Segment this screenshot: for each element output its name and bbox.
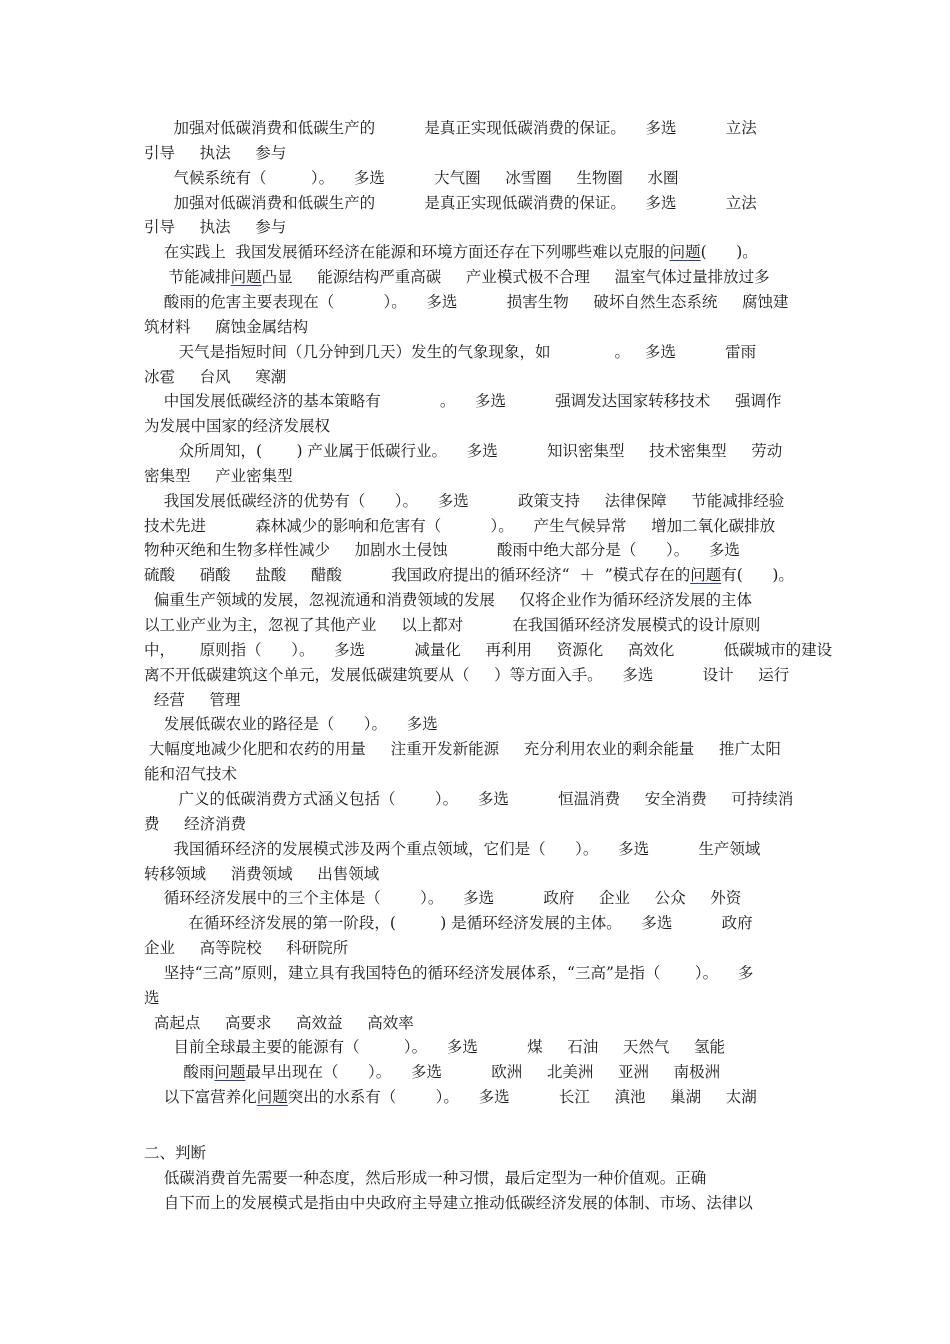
line-text-after: ( )。 (700, 243, 758, 261)
text-line (144, 215, 286, 239)
text-line (144, 862, 379, 886)
hyperlink[interactable]: 问题 (669, 243, 701, 261)
text-line (144, 365, 286, 389)
text-line (144, 837, 760, 861)
text-line (144, 439, 782, 463)
text-line (144, 1011, 414, 1035)
line-text: 加强对低碳消费和低碳生产的 是真正实现低碳消费的保证。 多选 立法 (144, 194, 757, 212)
line-text: 硫酸 硝酸 盐酸 醋酸 我国政府提出的循环经济“ ＋ ”模式存在的 (144, 566, 691, 584)
line-text: 大幅度地减少化肥和农药的用量 注重开发新能源 充分利用农业的剩余能量 推广太阳 (144, 740, 781, 758)
line-text: 在实践上 我国发展循环经济在能源和环境方面还存在下列哪些难以克服的 (144, 243, 670, 261)
line-text: 费 经济消费 (144, 815, 247, 833)
line-text: 技术先进 森林减少的影响和危害有（ ）。 产生气候异常 增加二氧化碳排放 (144, 517, 776, 535)
line-text: 天气是指短时间（几分钟到几天）发生的气象现象，如 。 多选 雷雨 (144, 343, 757, 361)
line-text: 企业 高等院校 科研院所 (144, 939, 349, 957)
text-line (144, 1191, 753, 1215)
line-text: 筑材料 腐蚀金属结构 (144, 318, 309, 336)
text-line (144, 961, 753, 985)
text-line (144, 1035, 725, 1059)
text-line (144, 911, 753, 935)
section-heading (144, 1141, 206, 1165)
hyperlink[interactable]: 问题 (690, 566, 722, 584)
text-line (144, 936, 348, 960)
line-text: 自下而上的发展模式是指由中央政府主导建立推动低碳经济发展的体制、市场、法律以 (144, 1194, 753, 1212)
text-line (144, 489, 784, 513)
text-line (144, 340, 756, 364)
line-text: 选 (144, 989, 160, 1007)
line-text: 中， 原则指（ ）。 多选 减量化 再利用 资源化 高效化 低碳城市的建设 (144, 641, 833, 659)
text-line (144, 538, 740, 562)
text-line (144, 712, 438, 736)
line-text: 酸雨 (144, 1063, 215, 1081)
line-text-after: 最早出现在（ ）。 多选 欧洲 北美洲 亚洲 南极洲 (245, 1063, 721, 1081)
line-text: 引导 执法 参与 (144, 218, 287, 236)
line-text: 发展低碳农业的路径是（ ）。 多选 (144, 715, 438, 733)
text-line (144, 315, 308, 339)
text-line (144, 191, 757, 215)
text-line (144, 464, 293, 488)
line-text: 为发展中国家的经济发展权 (144, 417, 331, 435)
line-text: 酸雨的危害主要表现在（ ）。 多选 损害生物 破坏自然生态系统 腐蚀建 (144, 293, 789, 311)
line-text: 目前全球最主要的能源有（ ）。 多选 煤 石油 天然气 氢能 (144, 1038, 726, 1056)
text-line (144, 688, 241, 712)
text-line (144, 812, 246, 836)
text-line (144, 141, 286, 165)
text-line (144, 638, 832, 662)
line-text: 节能减排 (144, 268, 231, 286)
text-line (144, 787, 793, 811)
line-text: 气候系统有（ ）。 多选 大气圈 冰雪圈 生物圈 水圈 (144, 169, 679, 187)
text-line (144, 414, 330, 438)
hyperlink[interactable]: 问题 (230, 268, 262, 286)
line-text-after: 突出的水系有（ ）。 多选 长江 滇池 巢湖 太湖 (287, 1088, 757, 1106)
text-line (144, 1085, 757, 1109)
line-text: 坚持“三高”原则，建立具有我国特色的循环经济发展体系，“三高”是指（ ）。 多 (144, 964, 754, 982)
text-line (144, 886, 741, 910)
text-line (144, 986, 160, 1010)
line-text-after: 有( )。 (721, 566, 794, 584)
line-text: 我国循环经济的发展模式涉及两个重点领域，它们是（ ）。 多选 生产领域 (144, 840, 761, 858)
line-text: 冰雹 台风 寒潮 (144, 368, 287, 386)
text-line (144, 1060, 720, 1084)
hyperlink[interactable]: 问题 (214, 1063, 246, 1081)
line-text: 离不开低碳建筑这个单元，发展低碳建筑要从（ ）等方面入手。 多选 设计 运行 (144, 666, 790, 684)
line-text: 循环经济发展中的三个主体是（ ）。 多选 政府 企业 公众 外资 (144, 889, 742, 907)
text-line (144, 613, 760, 637)
text-line (144, 762, 237, 786)
text-line (144, 166, 679, 190)
line-text: 能和沼气技术 (144, 765, 238, 783)
line-text: 偏重生产领域的发展，忽视流通和消费领域的发展 仅将企业作为循环经济发展的主体 (144, 591, 752, 609)
line-text: 以下富营养化 (144, 1088, 257, 1106)
text-line (144, 563, 794, 587)
line-text-after: 凸显 能源结构严重高碳 产业模式极不合理 温室气体过量排放过多 (261, 268, 770, 286)
text-line (144, 588, 752, 612)
text-line (144, 389, 781, 413)
line-text: 二、判断 (144, 1144, 207, 1162)
line-text: 以工业产业为主，忽视了其他产业 以上都对 在我国循环经济发展模式的设计原则 (144, 616, 761, 634)
text-line (144, 116, 757, 140)
line-text: 我国发展低碳经济的优势有（ ）。 多选 政策支持 法律保障 节能减排经验 (144, 492, 785, 510)
line-text: 加强对低碳消费和低碳生产的 是真正实现低碳消费的保证。 多选 立法 (144, 119, 757, 137)
line-text: 中国发展低碳经济的基本策略有 。 多选 强调发达国家转移技术 强调作 (144, 392, 782, 410)
line-text: 低碳消费首先需要一种态度，然后形成一种习惯，最后定型为一种价值观。正确 (144, 1169, 707, 1187)
line-text: 引导 执法 参与 (144, 144, 287, 162)
text-line (144, 1166, 706, 1190)
text-line (144, 240, 758, 264)
hyperlink[interactable]: 问题 (256, 1088, 288, 1106)
line-text: 物种灭绝和生物多样性减少 加剧水土侵蚀 酸雨中绝大部分是（ ）。 多选 (144, 541, 740, 559)
line-text: 高起点 高要求 高效益 高效率 (144, 1014, 414, 1032)
line-text: 经营 管理 (144, 691, 241, 709)
line-text: 广义的低碳消费方式涵义包括（ ）。 多选 恒温消费 安全消费 可持续消 (144, 790, 794, 808)
text-line (144, 663, 789, 687)
text-line (144, 514, 775, 538)
text-line (144, 737, 781, 761)
text-line (144, 290, 788, 314)
text-line (144, 265, 770, 289)
line-text: 转移领域 消费领域 出售领域 (144, 865, 380, 883)
line-text: 众所周知，( ) 产业属于低碳行业。 多选 知识密集型 技术密集型 劳动 (144, 442, 783, 460)
line-text: 在循环经济发展的第一阶段，( ) 是循环经济发展的主体。 多选 政府 (144, 914, 753, 932)
line-text: 密集型 产业密集型 (144, 467, 293, 485)
